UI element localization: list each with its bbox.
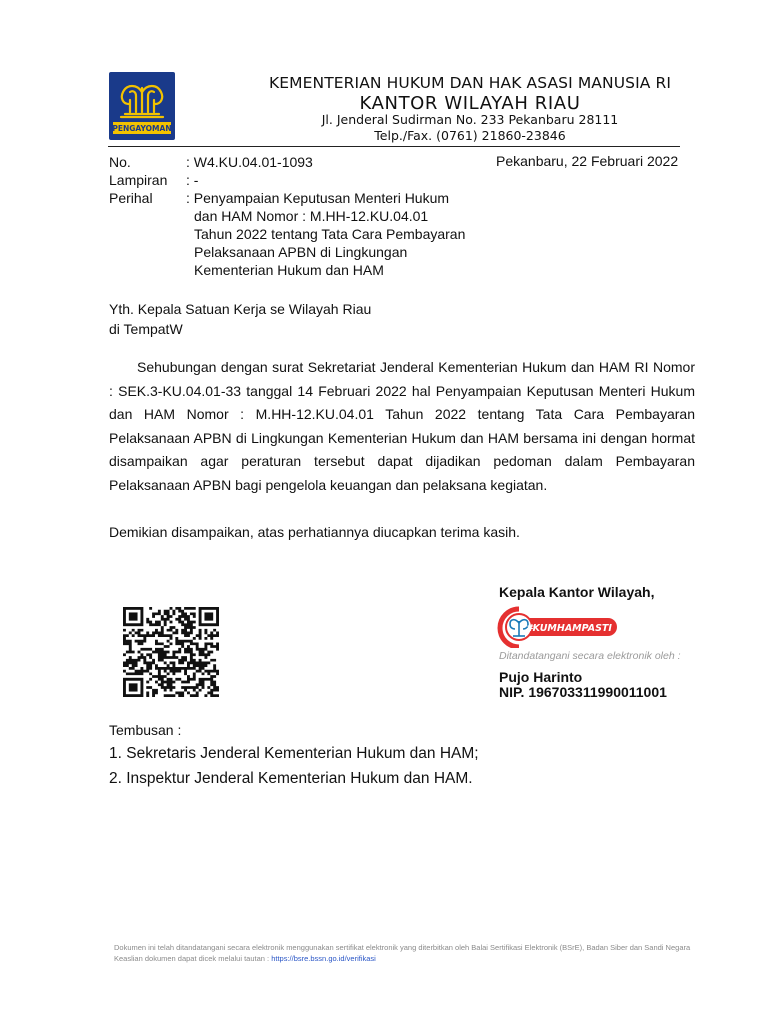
lampiran-value: : - xyxy=(186,172,199,188)
footer-verify-text: Keaslian dokumen dapat dicek melalui tautan : xyxy=(114,954,270,963)
ministry-name: KEMENTERIAN HUKUM DAN HAK ASASI MANUSIA RI xyxy=(268,74,672,92)
perihal-line: : Penyampaian Keputusan Menteri Hukum xyxy=(186,190,450,206)
closing-text: Demikian disampaikan, atas perhatiannya diucapkan terima kasih. xyxy=(109,524,520,540)
perihal-line: Tahun 2022 tentang Tata Cara Pembayaran xyxy=(194,226,466,242)
signatory-title: Kepala Kantor Wilayah, xyxy=(499,584,655,600)
verify-link[interactable]: https://bsre.bssn.go.id/verifikasi xyxy=(271,954,376,963)
perihal-label: Perihal xyxy=(109,190,153,206)
perihal-line: Pelaksanaan APBN di Lingkungan xyxy=(194,244,408,260)
office-address: Jl. Jenderal Sudirman No. 233 Pekanbaru 28111 xyxy=(321,112,619,127)
no-label: No. xyxy=(109,154,131,170)
addressee-place: di TempatW xyxy=(109,321,183,337)
office-name: KANTOR WILAYAH RIAU xyxy=(359,93,581,114)
tembusan-item: 2. Inspektur Jenderal Kementerian Hukum dan HAM. xyxy=(109,770,473,787)
footer-note: Dokumen ini telah ditandatangani secara elektronik menggunakan sertifikat elektronik yang diterbitkan oleh Balai Sertifikasi Elektronik (BSrE), Badan Siber dan Sandi Negara xyxy=(114,943,691,952)
addressee-line: Yth. Kepala Satuan Kerja se Wilayah Riau xyxy=(109,301,372,317)
no-value: : W4.KU.04.01-1093 xyxy=(186,154,313,170)
signatory-name: Pujo Harinto xyxy=(499,669,583,685)
body-text: Sehubungan dengan surat Sekretariat Jenderal Kementerian Hukum dan HAM RI Nomor : SEK.3-KU.04.01-33 tanggal 14 Februari 2022 hal Penyampaian Keputusan Menteri Hukum dan HAM Nomor : M.HH-12.KU.04.01 Tahun 2022 tentang Tata Cara Pembayaran Pelaksanaan APBN di Lingkungan Kementerian Hukum dan HAM bersama ini dengan hormat disampaikan agar peraturan tersebut dapat dijadikan pedoman dalam Pembayaran Pelaksanaan APBN bagi pengelola keuangan dan pelaksana kegiatan. xyxy=(109,359,695,493)
ministry-logo xyxy=(109,72,175,140)
footer-verify xyxy=(114,954,376,963)
body-paragraph xyxy=(109,356,695,498)
perihal-line: dan HAM Nomor : M.HH-12.KU.04.01 xyxy=(194,208,429,224)
stamp-text: #KUMHAMPASTI xyxy=(526,623,612,634)
e-signature-stamp xyxy=(497,606,617,648)
letter-date: Pekanbaru, 22 Februari 2022 xyxy=(496,153,679,169)
tembusan-title: Tembusan : xyxy=(109,722,182,738)
header-divider xyxy=(108,146,680,147)
tembusan-item: 1. Sekretaris Jenderal Kementerian Hukum dan HAM; xyxy=(109,745,479,762)
qr-code-icon xyxy=(123,607,219,697)
logo-text: PENGAYOMAN xyxy=(112,124,172,133)
signatory-nip: NIP. 196703311990011001 xyxy=(499,684,667,700)
lampiran-label: Lampiran xyxy=(109,172,168,188)
signed-note: Ditandatangani secara elektronik oleh : xyxy=(499,650,681,662)
perihal-line: Kementerian Hukum dan HAM xyxy=(194,262,384,278)
office-phone: Telp./Fax. (0761) 21860-23846 xyxy=(374,128,566,143)
